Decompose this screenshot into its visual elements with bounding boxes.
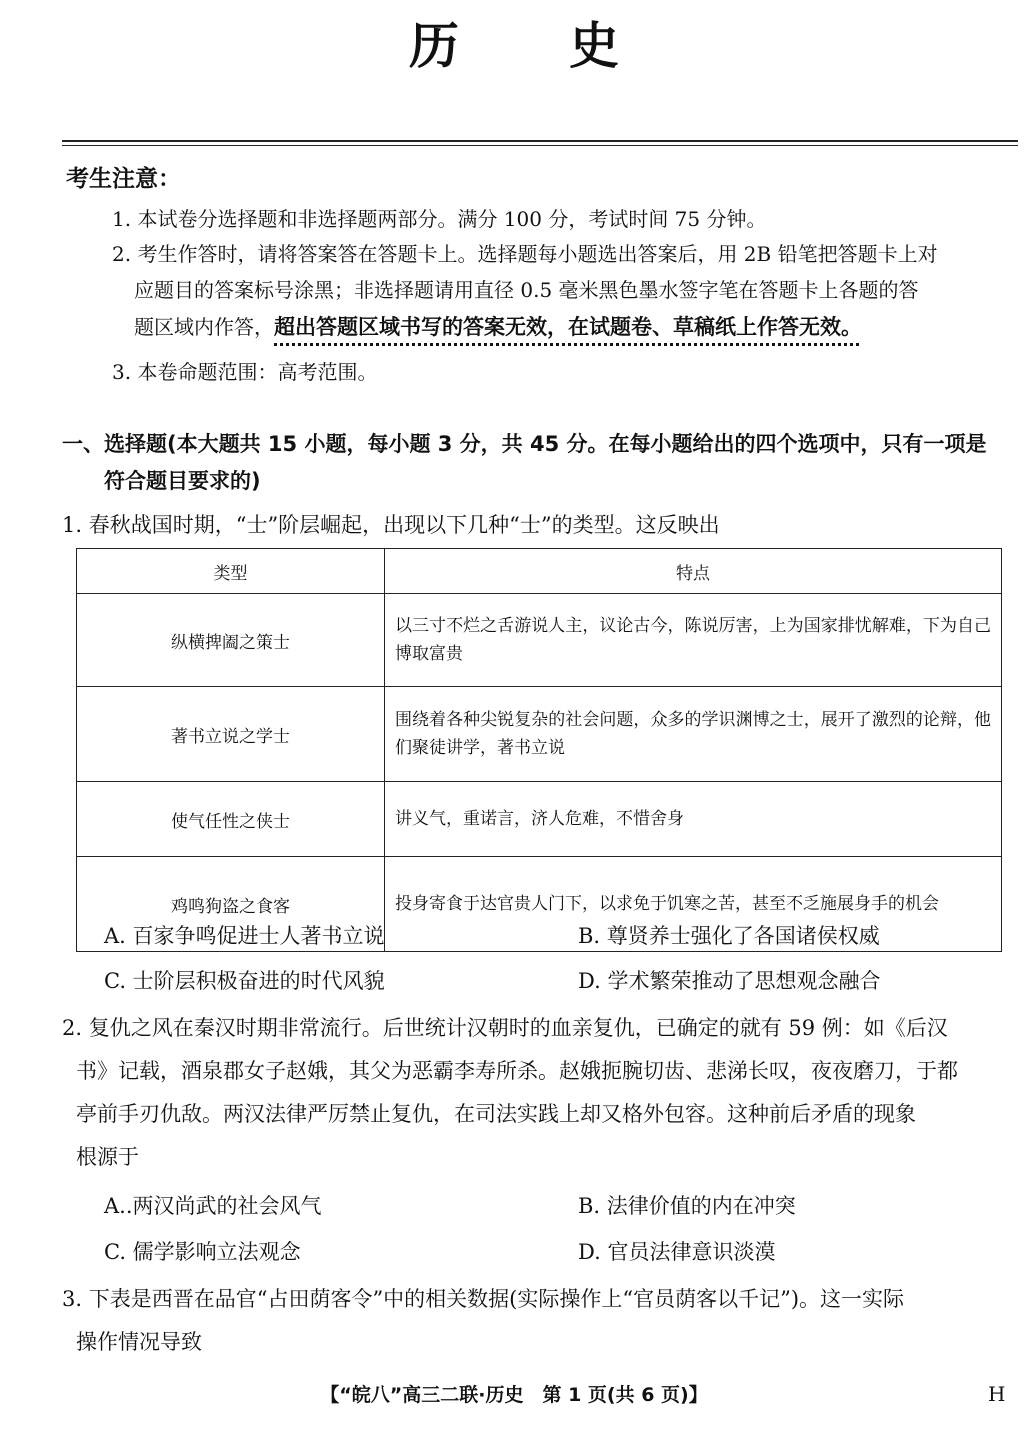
question-2-line-1: 2. 复仇之风在秦汉时期非常流行。后世统计汉朝时的血亲复仇，已确定的就有 59 例：如《后汉	[62, 1016, 948, 1040]
table-cell-feature: 围绕着各种尖锐复杂的社会问题，众多的学识渊博之士，展开了激烈的论辩，他们聚徒讲学，著书立说	[385, 687, 1002, 782]
question-3-line-1: 3. 下表是西晋在品官“占田荫客令”中的相关数据(实际操作上“官员荫客以千记”)。这一实际	[62, 1287, 905, 1311]
notice-heading: 考生注意：	[66, 166, 181, 192]
question-1-table	[76, 548, 1002, 952]
question-2-line-4: 根源于	[76, 1145, 139, 1169]
page-footer: 【“皖八”高三二联·历史 第 1 页(共 6 页)】	[320, 1384, 708, 1406]
table-row	[77, 782, 1002, 857]
section-heading-line-1: 一、选择题(本大题共 15 小题，每小题 3 分，共 45 分。在每小题给出的四个选项中，只有一项是	[62, 432, 987, 456]
notice-item-2-line-1: 2. 考生作答时，请将答案答在答题卡上。选择题每小题选出答案后，用 2B 铅笔把答题卡上对	[112, 242, 938, 266]
question-2-option-d: D. 官员法律意识淡漠	[578, 1240, 776, 1264]
question-1-option-a: A. 百家争鸣促进士人著书立说	[104, 924, 385, 948]
notice-item-2-emphasis: 超出答题区域书写的答案无效，在试题卷、草稿纸上作答无效。	[274, 315, 862, 339]
notice-item-3: 3. 本卷命题范围：高考范围。	[112, 360, 378, 384]
table-row	[77, 594, 1002, 687]
question-1-option-b: B. 尊贤养士强化了各国诸侯权威	[578, 924, 880, 948]
table-cell-type: 鸡鸣狗盗之食客	[77, 857, 385, 952]
table-cell-feature: 讲义气，重诺言，济人危难，不惜舍身	[385, 782, 1002, 857]
question-2-option-c: C. 儒学影响立法观念	[104, 1240, 301, 1264]
table-row	[77, 687, 1002, 782]
header-rule-thick	[62, 140, 1018, 142]
notice-item-2-line-2: 应题目的答案标号涂黑；非选择题请用直径 0.5 毫米黑色墨水签字笔在答题卡上各题的答	[134, 278, 919, 302]
table-header-type: 类型	[77, 549, 385, 594]
table-cell-type: 纵横捭阖之策士	[77, 594, 385, 687]
table-cell-feature: 以三寸不烂之舌游说人主，议论古今，陈说厉害，上为国家排忧解难，下为自己博取富贵	[385, 594, 1002, 687]
question-2-line-3: 亭前手刃仇敌。两汉法律严厉禁止复仇，在司法实践上却又格外包容。这种前后矛盾的现象	[76, 1102, 916, 1126]
table-cell-type: 使气任性之侠士	[77, 782, 385, 857]
table-cell-feature: 投身寄食于达官贵人门下，以求免于饥寒之苦，甚至不乏施展身手的机会	[385, 857, 1002, 952]
question-2-option-a: A..两汉尚武的社会风气	[104, 1194, 322, 1218]
question-3-line-2: 操作情况导致	[76, 1330, 202, 1354]
corner-mark: H	[988, 1382, 1006, 1406]
notice-item-2-line-3	[134, 311, 862, 341]
header-rule-thin	[62, 145, 1018, 146]
table-cell-type: 著书立说之学士	[77, 687, 385, 782]
notice-item-1: 1. 本试卷分选择题和非选择题两部分。满分 100 分，考试时间 75 分钟。	[112, 207, 767, 231]
question-2-option-b: B. 法律价值的内在冲突	[578, 1194, 796, 1218]
section-heading-line-2: 符合题目要求的)	[104, 469, 261, 493]
notice-item-2-plain: 题区域内作答，	[134, 315, 274, 339]
table-header-feature: 特点	[385, 549, 1002, 594]
question-1-stem: 1. 春秋战国时期，“士”阶层崛起，出现以下几种“士”的类型。这反映出	[62, 513, 720, 537]
question-1-option-d: D. 学术繁荣推动了思想观念融合	[578, 969, 881, 993]
page-title: 历史	[409, 17, 729, 75]
question-2-line-2: 书》记载，酒泉郡女子赵娥，其父为恶霸李寿所杀。赵娥扼腕切齿、悲涕长叹，夜夜磨刀，于都	[76, 1059, 958, 1083]
table-header-row	[77, 549, 1002, 594]
question-1-option-c: C. 士阶层积极奋进的时代风貌	[104, 969, 385, 993]
